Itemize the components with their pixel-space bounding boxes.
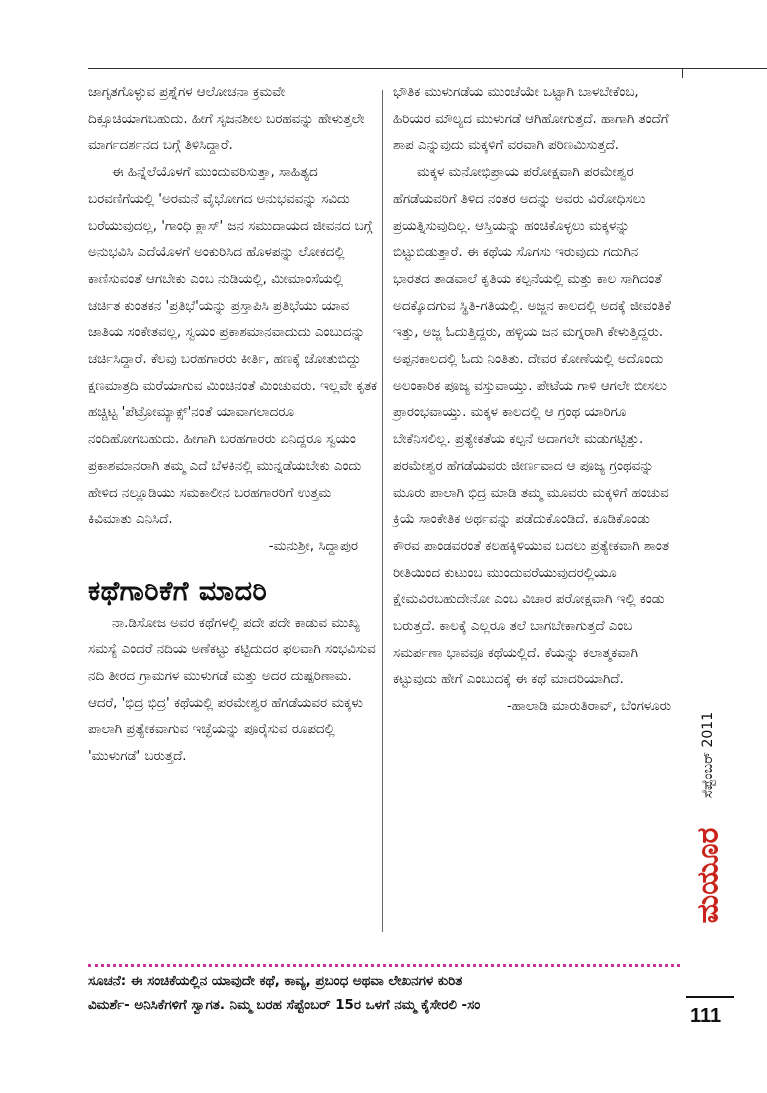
column-divider — [382, 90, 383, 932]
side-rule — [682, 68, 683, 78]
top-rule — [88, 68, 767, 69]
issue-date-text: ಸೆಪ್ಟೆಂಬರ್ 2011 — [700, 711, 716, 799]
right-column — [393, 80, 675, 721]
section-heading: ಕಥೆಗಾರಿಕೆಗೆ ಮಾದರಿ — [88, 575, 268, 607]
author-signature: -ಮನುಶ್ರೀ, ಸಿದ್ದಾಪುರ — [268, 538, 358, 554]
paragraph: ಭೌತಿಕ ಮುಳುಗಡೆಯ ಮುಂಚೆಯೇ ಒಟ್ಟಾಗಿ ಬಾಳಬೇಕೆಂಬ, ಹಿರಿಯರ ಮೌಲ್ಯದ ಮುಳುಗಡೆ ಆಗಿಹೋಗುತ್ತದೆ. ಹಾಗಾಗಿ ತಂದೆಗೆ ಶಾಪ ಎನ್ನುವುದು ಮಕ್ಕಳಿಗೆ ವರವಾಗಿ ಪರಿಣಮಿಸುತ್ತದೆ. — [393, 85, 669, 154]
magazine-brand — [688, 820, 728, 930]
page-number: 111 — [690, 1005, 722, 1027]
magazine-logo: ಮಯೂರ — [690, 827, 726, 923]
paragraph: ನಾ.ಡಿಸೋಜ ಅವರ ಕಥೆಗಳಲ್ಲಿ ಪದೇ ಪದೇ ಕಾಡುವ ಮುಖ್ಯ ಸಮಸ್ಯೆ ಎಂದರೆ ನದಿಯ ಅಣೆಕಟ್ಟು ಕಟ್ಟಿದುದರ ಫಲವಾಗಿ ಸಂಭವಿಸುವ ನದಿ ತೀರದ ಗ್ರಾಮಗಳ ಮುಳುಗಡೆ ಮತ್ತು ಅದರ ದುಷ್ಪರಿಣಾಮ. ಆದರೆ, 'ಭಿದ್ರ ಭಿದ್ರ' ಕಥೆಯಲ್ಲಿ ಪರಮೇಶ್ವರ ಹೆಗಡೆಯವರ ಮಕ್ಕಳು ಪಾಲಾಗಿ ಪ್ರತ್ಯೇಕವಾಗುವ ಇಚ್ಛೆಯನ್ನು ಪೂರೈಸುವ ರೂಪದಲ್ಲಿ 'ಮುಳುಗಡೆ' ಬರುತ್ತದೆ. — [88, 615, 376, 765]
editor-notice — [88, 970, 678, 1018]
paragraph: ಮಕ್ಕಳ ಮನೋಭಿಪ್ರಾಯ ಪರೋಕ್ಷವಾಗಿ ಪರಮೇಶ್ವರ ಹೆಗಡೆಯವರಿಗೆ ತಿಳಿದ ನಂತರ ಅದನ್ನು ಅವರು ವಿರೋಧಿಸಲು ಪ್ರಯತ್ನಿಸುವುದಿಲ್ಲ. ಆಸ್ತಿಯನ್ನು ಹಂಚಿಕೊಳ್ಳಲು ಮಕ್ಕಳನ್ನು ಬಿಟ್ಟುಬಿಡುತ್ತಾರೆ. ಈ ಕಥೆಯ ಸೊಗಸು ಇರುವುದು ಗದುಗಿನ ಭಾರತದ ತಾಡವಾಲೆ ಕೃತಿಯ ಕಲ್ಪನೆಯಲ್ಲಿ ಮತ್ತು ಕಾಲ ಸಾಗಿದಂತೆ ಅದಕ್ಕೊದಗುವ ಸ್ಥಿತಿ-ಗತಿಯಲ್ಲಿ. ಅಜ್ಜನ ಕಾಲದಲ್ಲಿ ಅದಕ್ಕೆ ಜೀವಂತಿಕೆ ಇತ್ತು, ಅಜ್ಜ ಓದುತ್ತಿದ್ದರು, ಹಳ್ಳಿಯ ಜನ ಮಗ್ನರಾಗಿ ಕೇಳುತ್ತಿದ್ದರು. ಅಪ್ಪನಕಾಲದಲ್ಲಿ ಓದು ನಿಂತಿತು. ದೇವರ ಕೋಣೆಯಲ್ಲಿ ಅದೊಂದು ಅಲಂಕಾರಿಕ ಪೂಜ್ಯ ವಸ್ತುವಾಯ್ತು. ಪೇಟೆಯ ಗಾಳಿ ಆಗಲೇ ಬೀಸಲು ಪ್ರಾರಂಭವಾಯ್ತು. ಮಕ್ಕಳ ಕಾಲದಲ್ಲಿ ಆ ಗ್ರಂಥ ಯಾರಿಗೂ ಬೇಕೆನಿಸಲಿಲ್ಲ. ಪ್ರತ್ಯೇಕತೆಯ ಕಲ್ಪನೆ ಅದಾಗಲೇ ಮಡುಗಟ್ಟಿತ್ತು. ಪರಮೇಶ್ವರ ಹೆಗಡೆಯವರು ಜೀರ್ಣವಾದ ಆ ಪೂಜ್ಯ ಗ್ರಂಥವನ್ನು ಮೂರು ಪಾಲಾಗಿ ಭಿದ್ರ ಮಾಡಿ ತಮ್ಮ ಮೂವರು ಮಕ್ಕಳಿಗೆ ಹಂಚುವ ಕ್ರಿಯೆ ಸಾಂಕೇತಿಕ ಅರ್ಥವನ್ನು ಪಡೆದುಕೊಂಡಿದೆ. ಕೂಡಿಕೊಂಡು ಕೌರವ ಪಾಂಡವರಂತೆ ಕಲಹಕ್ಕಿಳಿಯುವ ಬದಲು ಪ್ರತ್ಯೇಕವಾಗಿ ಶಾಂತ ರೀತಿಯಿಂದ ಕುಟುಂಬ ಮುಂದುವರೆಯುವುದರಲ್ಲಿಯೂ ಕ್ಷೇಮವಿರಬಹುದೇನೋ ಎಂಬ ವಿಚಾರ ಪರೋಕ್ಷವಾಗಿ ಇಲ್ಲಿ ಕಂಡು ಬರುತ್ತದೆ. ಕಾಲಕ್ಕೆ ಎಲ್ಲರೂ ತಲೆ ಬಾಗಬೇಕಾಗುತ್ತದೆ ಎಂಬ ಸಮರ್ಪಣಾ ಭಾವವೂ ಕಥೆಯಲ್ಲಿದೆ. ಕೆಯನ್ನು ಕಲಾತ್ಮಕವಾಗಿ ಕಟ್ಟುವುದು ಹೇಗೆ ಎಂಬುದಕ್ಕೆ ಈ ಕಥೆ ಮಾದರಿಯಾಗಿದೆ. — [393, 165, 672, 688]
left-column — [88, 80, 378, 771]
notice-line: ವಿಮರ್ಶೆ- ಅನಿಸಿಕೆಗಳಿಗೆ ಸ್ವಾಗತ. ನಿಮ್ಮ ಬರಹ ಸೆಪ್ಟೆಂಬರ್ 15ರ ಒಳಗೆ ನಮ್ಮ ಕೈಸೇರಲಿ -ಸಂ — [88, 998, 481, 1013]
issue-date — [688, 695, 728, 815]
page-number-rule — [686, 996, 734, 998]
notice-line: ಸೂಚನೆ: ಈ ಸಂಚಿಕೆಯಲ್ಲಿನ ಯಾವುದೇ ಕಥೆ, ಕಾವ್ಯ, ಪ್ರಬಂಧ ಅಥವಾ ಲೇಖನಗಳ ಕುರಿತ — [88, 974, 463, 989]
paragraph: ಈ ಹಿನ್ನೆಲೆಯೊಳಗೆ ಮುಂದುವರಿಸುತ್ತಾ, ಸಾಹಿತ್ಯದ ಬರವಣಿಗೆಯಲ್ಲಿ 'ಅರಮನೆ ವೈಭೋಗದ ಅನುಭವವನ್ನು ಸವಿದು ಬರೆಯುವುದಲ್ಲ, 'ಗಾಂಧಿ ಕ್ಲಾಸ್' ಜನ ಸಮುದಾಯದ ಜೀವನದ ಬಗ್ಗೆ ಅನುಭವಿಸಿ ಎದೆಯೊಳಗೆ ಅಂಕುರಿಸಿದ ಹೊಳಪನ್ನು ಲೋಕದಲ್ಲಿ ಕಾಣಿಸುವಂತೆ ಆಗಬೇಕು ಎಂಬ ನುಡಿಯಲ್ಲಿ, ಮೀಮಾಂಸೆಯಲ್ಲಿ ಚರ್ಚಿತ ಕುಂತಕನ 'ಪ್ರತಿಭೆ'ಯನ್ನು ಪ್ರಸ್ತಾಪಿಸಿ ಪ್ರತಿಭೆಯು ಯಾವ ಜಾತಿಯ ಸಂಕೇತವಲ್ಲ, ಸ್ವಯಂ ಪ್ರಕಾಶಮಾನವಾದುದು ಎಂಬುದನ್ನು ಚರ್ಚಿಸಿದ್ದಾರೆ. ಕೆಲವು ಬರಹಗಾರರು ಕೀರ್ತಿ, ಹಣಕ್ಕೆ ಜೋತುಬಿದ್ದು ಕ್ಷಣಮಾತ್ರದಿ ಮರೆಯಾಗುವ ಮಿಂಚಿನಂತೆ ಮಿಂಚುವರು. ಇಲ್ಲವೇ ಕೃತಕ ಹಚ್ಚಿಟ್ಟ 'ಪೆಟ್ರೋಮ್ಯಾಕ್ಸ್'ನಂತೆ ಯಾವಾಗಲಾದರೂ ನಂದಿಹೋಗಬಹುದು. ಹೀಗಾಗಿ ಬರಹಗಾರರು ಏನಿದ್ದರೂ ಸ್ವಯಂ ಪ್ರಕಾಶಮಾನರಾಗಿ ತಮ್ಮ ಎದೆ ಬೆಳಕಿನಲ್ಲಿ ಮುನ್ನಡೆಯಬೇಕು ಎಂದು ಹೇಳಿದ ನಲ್ಲೂಡಿಯು ಸಮಕಾಲೀನ ಬರಹಗಾರರಿಗೆ ಉತ್ತಮ ಕಿವಿಮಾತು ಎನಿಸಿದೆ. — [88, 165, 378, 528]
author-signature: -ಹಾಲಾಡಿ ಮಾರುತಿರಾವ್, ಬೆಂಗಳೂರು — [506, 699, 671, 715]
dotted-divider — [88, 964, 680, 967]
paragraph: ಜಾಗೃತಗೊಳ್ಳುವ ಪ್ರಶ್ನೆಗಳ ಆಲೋಚನಾ ಕ್ರಮವೇ ದಿಕ್ಸೂಚಿಯಾಗಬಹುದು. ಹೀಗೆ ಸೃಜನಶೀಲ ಬರಹವನ್ನು ಹೇಳುತ್ತಲೇ ಮಾರ್ಗದರ್ಶನದ ಬಗ್ಗೆ ತಿಳಿಸಿದ್ದಾರೆ. — [88, 85, 365, 154]
